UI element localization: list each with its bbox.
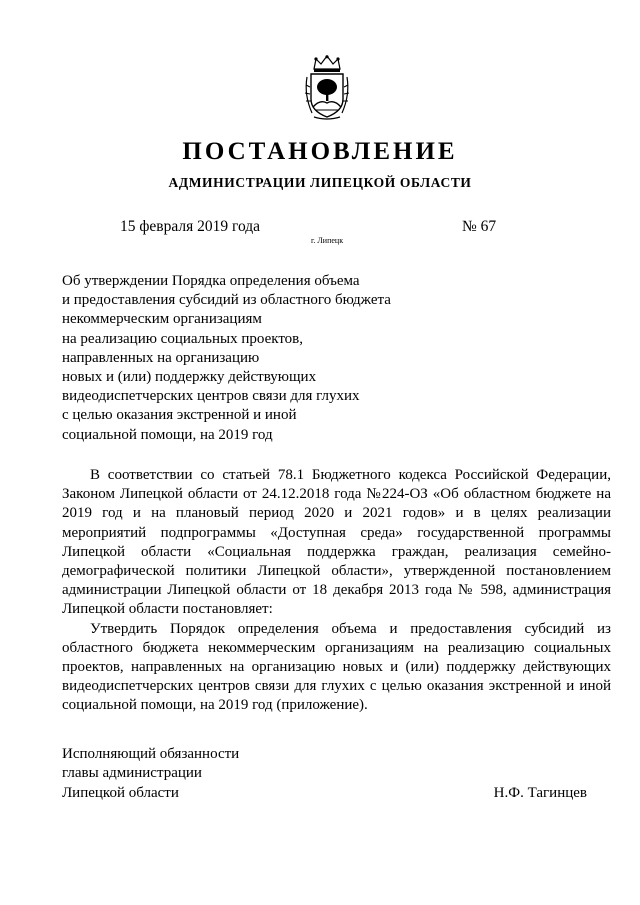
document-subtitle: АДМИНИСТРАЦИИ ЛИПЕЦКОЙ ОБЛАСТИ: [168, 175, 472, 190]
document-body: [62, 466, 611, 716]
subject-line: Об утверждении Порядка определения объема: [62, 273, 360, 289]
subject-line: направленных на организацию: [62, 349, 260, 366]
document-subject: [62, 272, 442, 445]
signature-position-line: Исполняющий обязанности: [62, 746, 240, 762]
subject-line: новых и (или) поддержку действующих: [62, 369, 317, 386]
body-paragraph: Утвердить Порядок определения объема и предоставления субсидий из областного бюджета некоммерческим организациям на реализацию социальных проектов, направленных на организацию новых и (или) поддержку действующих видеодиспетчерских центров связи для глухих с целью оказания экстренной и иной социальной помощи, на 2019 год (приложение).: [62, 620, 611, 714]
subject-line: некоммерческим организациям: [62, 311, 262, 328]
signature-position-line: Липецкой области: [62, 784, 179, 801]
subject-line: с целью оказания экстренной и иной: [62, 407, 297, 424]
signature-position-line: главы администрации: [62, 765, 202, 782]
document-date: 15 февраля 2019 года: [120, 218, 261, 235]
signatory-name: Н.Ф. Тагинцев: [493, 784, 587, 801]
document-city: г. Липецк: [311, 236, 344, 245]
lipetsk-coat-of-arms-icon: [302, 55, 352, 121]
signature-block: [62, 745, 611, 803]
subject-line: и предоставления субсидий из областного бюджета: [62, 292, 391, 309]
document-title: ПОСТАНОВЛЕНИЕ: [182, 138, 458, 165]
subject-line: видеодиспетчерских центров связи для глухих: [62, 388, 360, 405]
document-number: № 67: [462, 218, 497, 235]
subject-line: на реализацию социальных проектов,: [62, 330, 304, 347]
subject-line: социальной помощи, на 2019 год: [62, 426, 273, 443]
body-paragraph: В соответствии со статьей 78.1 Бюджетного кодекса Российской Федерации, Законом Липецкой области от 24.12.2018 года №224-ОЗ «Об областном бюджете на 2019 год и на плановый период 2020 и 2021 годов» и в целях реализации мероприятий подпрограммы «Доступная среда» государственной программы Липецкой области «Социальная поддержка граждан, реализация семейно-демографической политики Липецкой области», утвержденной постановлением администрации Липецкой области от 18 декабря 2013 года № 598, администрация Липецкой области постановляет:: [62, 467, 611, 618]
